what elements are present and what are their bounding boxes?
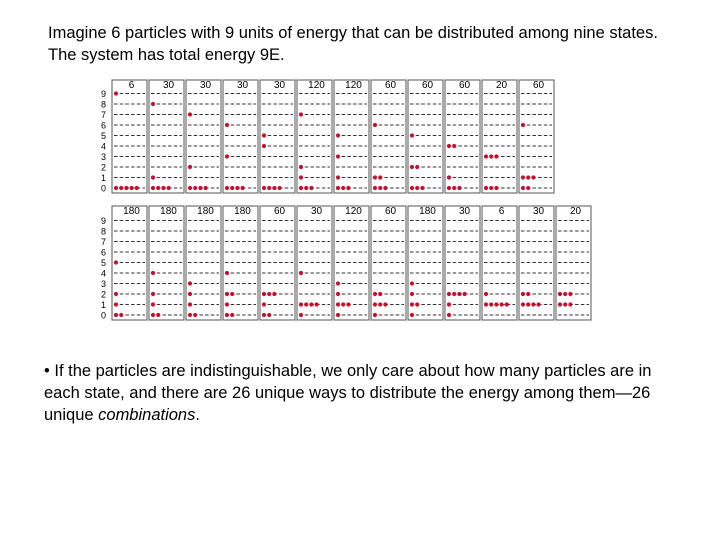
microstate-box	[297, 206, 332, 320]
particle-dot	[537, 302, 541, 306]
microstate-box	[297, 80, 332, 193]
level-label: 7	[100, 110, 106, 120]
particle-dot	[336, 154, 340, 158]
particle-dot	[135, 186, 139, 190]
particle-dot	[235, 186, 239, 190]
ways-label: 180	[197, 206, 214, 217]
particle-dot	[188, 112, 192, 116]
particle-dot	[410, 313, 414, 317]
particle-dot	[378, 292, 382, 296]
microstate-box	[445, 206, 480, 320]
particle-dot	[336, 281, 340, 285]
particle-dot	[151, 271, 155, 275]
particle-dot	[225, 123, 229, 127]
particle-dot	[373, 302, 377, 306]
ways-label: 120	[345, 80, 362, 91]
ways-label: 6	[128, 80, 135, 91]
particle-dot	[373, 313, 377, 317]
particle-dot	[521, 123, 525, 127]
particle-dot	[114, 91, 118, 95]
particle-dot	[299, 175, 303, 179]
microstate-box	[186, 80, 221, 193]
bullet-text-emphasis: combinations	[98, 406, 196, 424]
box-frame	[482, 80, 517, 193]
particle-dot	[373, 292, 377, 296]
particle-dot	[452, 144, 456, 148]
box-frame	[186, 80, 221, 193]
particle-dot	[114, 313, 118, 317]
particle-dot	[410, 281, 414, 285]
particle-dot	[225, 302, 229, 306]
particle-dot	[410, 292, 414, 296]
level-label: 7	[100, 237, 106, 247]
particle-dot	[410, 186, 414, 190]
bullet-text-end: .	[195, 406, 200, 424]
particle-dot	[188, 292, 192, 296]
microstate-box	[223, 80, 258, 193]
ways-label: 120	[308, 80, 325, 91]
particle-dot	[378, 302, 382, 306]
particle-dot	[373, 186, 377, 190]
level-label: 6	[100, 120, 106, 131]
particle-dot	[494, 154, 498, 158]
particle-dot	[526, 292, 530, 296]
particle-dot	[262, 186, 266, 190]
particle-dot	[262, 144, 266, 148]
level-label: 8	[100, 99, 106, 110]
level-label: 1	[100, 173, 106, 183]
particle-dot	[526, 186, 530, 190]
particle-dot	[241, 186, 245, 190]
particle-dot	[225, 313, 229, 317]
particle-dot	[521, 175, 525, 179]
particle-dot	[420, 186, 424, 190]
particle-dot	[410, 133, 414, 137]
microstate-box	[556, 206, 591, 320]
particle-dot	[188, 281, 192, 285]
particle-dot	[489, 186, 493, 190]
particle-dot	[484, 302, 488, 306]
level-label: 0	[100, 183, 106, 194]
particle-dot	[500, 302, 504, 306]
particle-dot	[299, 186, 303, 190]
particle-dot	[410, 302, 414, 306]
particle-dot	[568, 292, 572, 296]
particle-dot	[267, 313, 271, 317]
particle-dot	[193, 186, 197, 190]
particle-dot	[299, 165, 303, 169]
ways-label: 60	[384, 80, 397, 91]
particle-dot	[447, 186, 451, 190]
particle-dot	[267, 292, 271, 296]
ways-label: 180	[234, 206, 251, 217]
particle-dot	[452, 292, 456, 296]
microstate-box	[445, 80, 480, 193]
particle-dot	[262, 302, 266, 306]
particle-dot	[151, 186, 155, 190]
particle-dot	[336, 175, 340, 179]
ways-label: 60	[532, 80, 545, 91]
particle-dot	[151, 175, 155, 179]
particle-dot	[225, 292, 229, 296]
particle-dot	[188, 302, 192, 306]
ways-label: 180	[419, 206, 436, 217]
ways-label: 180	[160, 206, 177, 217]
particle-dot	[262, 133, 266, 137]
particle-dot	[299, 313, 303, 317]
particle-dot	[346, 186, 350, 190]
level-label: 3	[100, 279, 106, 289]
particle-dot	[315, 302, 319, 306]
particle-dot	[130, 186, 134, 190]
particle-dot	[262, 313, 266, 317]
particle-dot	[161, 186, 165, 190]
particle-dot	[558, 292, 562, 296]
particle-dot	[188, 165, 192, 169]
microstate-box	[149, 80, 184, 193]
particle-dot	[151, 102, 155, 106]
particle-dot	[304, 186, 308, 190]
particle-dot	[484, 292, 488, 296]
level-label: 1	[100, 300, 106, 310]
particle-dot	[568, 302, 572, 306]
particle-dot	[563, 302, 567, 306]
level-label: 4	[100, 268, 106, 279]
particle-dot	[383, 186, 387, 190]
box-frame	[112, 80, 147, 193]
particle-dot	[457, 292, 461, 296]
ways-label: 30	[199, 80, 212, 91]
particle-dot	[346, 302, 350, 306]
level-label: 3	[100, 152, 106, 162]
particle-dot	[114, 292, 118, 296]
microstate-box	[223, 206, 258, 320]
particle-dot	[114, 302, 118, 306]
box-frame	[223, 80, 258, 193]
particle-dot	[484, 186, 488, 190]
particle-dot	[457, 186, 461, 190]
ways-label: 60	[458, 80, 471, 91]
particle-dot	[563, 292, 567, 296]
particle-dot	[336, 186, 340, 190]
particle-dot	[225, 186, 229, 190]
particle-dot	[230, 186, 234, 190]
particle-dot	[505, 302, 509, 306]
level-label: 6	[100, 247, 106, 258]
particle-dot	[447, 144, 451, 148]
particle-dot	[167, 186, 171, 190]
particle-dot	[124, 186, 128, 190]
level-label: 2	[100, 289, 106, 300]
particle-dot	[521, 292, 525, 296]
level-label: 0	[100, 310, 106, 321]
microstate-box	[334, 80, 369, 193]
particle-dot	[156, 313, 160, 317]
level-label: 9	[100, 216, 106, 226]
particle-dot	[484, 154, 488, 158]
particle-dot	[336, 302, 340, 306]
ways-label: 6	[498, 206, 505, 217]
level-label: 5	[100, 258, 106, 268]
particle-dot	[151, 313, 155, 317]
particle-dot	[267, 186, 271, 190]
particle-dot	[341, 302, 345, 306]
particle-dot	[373, 175, 377, 179]
microstate-box	[519, 80, 554, 193]
particle-dot	[526, 175, 530, 179]
particle-dot	[558, 302, 562, 306]
microstate-box	[519, 206, 554, 320]
particle-dot	[336, 313, 340, 317]
particle-dot	[531, 302, 535, 306]
particle-dot	[383, 302, 387, 306]
particle-dot	[309, 186, 313, 190]
particle-dot	[151, 292, 155, 296]
particle-dot	[378, 186, 382, 190]
particle-dot	[378, 175, 382, 179]
diagram-row-1	[101, 80, 554, 194]
particle-dot	[114, 186, 118, 190]
particle-dot	[188, 313, 192, 317]
particle-dot	[521, 186, 525, 190]
particle-dot	[304, 302, 308, 306]
particle-dot	[151, 302, 155, 306]
microstate-box	[371, 80, 406, 193]
ways-label: 30	[310, 206, 323, 217]
particle-dot	[415, 165, 419, 169]
level-label: 4	[100, 141, 106, 152]
particle-dot	[262, 292, 266, 296]
microstate-box	[112, 80, 147, 193]
microstate-box	[482, 80, 517, 193]
particle-dot	[204, 186, 208, 190]
particle-dot	[272, 292, 276, 296]
particle-dot	[156, 186, 160, 190]
particle-dot	[299, 271, 303, 275]
particle-dot	[489, 302, 493, 306]
microstate-box	[112, 206, 147, 320]
particle-dot	[341, 186, 345, 190]
particle-dot	[299, 302, 303, 306]
particle-dot	[447, 175, 451, 179]
particle-dot	[119, 186, 123, 190]
particle-dot	[531, 175, 535, 179]
particle-dot	[489, 154, 493, 158]
level-label: 2	[100, 162, 106, 173]
particle-dot	[188, 186, 192, 190]
microstate-box	[186, 206, 221, 320]
bullet-text-main: • If the particles are indistinguishable, we only care about how many particles are in each state, and there are 26 unique ways to distribute the energy among them—26 unique	[44, 362, 652, 424]
microstate-box	[149, 206, 184, 320]
ways-label: 60	[421, 80, 434, 91]
ways-label: 120	[345, 206, 362, 217]
particle-dot	[463, 292, 467, 296]
particle-dot	[415, 186, 419, 190]
particle-dot	[336, 292, 340, 296]
particle-dot	[447, 313, 451, 317]
microstate-box	[260, 80, 295, 193]
particle-dot	[225, 154, 229, 158]
particle-dot	[299, 112, 303, 116]
particle-dot	[526, 302, 530, 306]
level-label: 9	[100, 89, 106, 99]
particle-dot	[336, 133, 340, 137]
microstate-box	[408, 80, 443, 193]
microstate-box	[334, 206, 369, 320]
particle-dot	[447, 302, 451, 306]
particle-dot	[198, 186, 202, 190]
particle-dot	[272, 186, 276, 190]
particle-dot	[452, 186, 456, 190]
particle-dot	[494, 186, 498, 190]
ways-label: 60	[273, 206, 286, 217]
particle-dot	[309, 302, 313, 306]
ways-label: 30	[458, 206, 471, 217]
level-label: 5	[100, 131, 106, 141]
particle-dot	[230, 292, 234, 296]
particle-dot	[494, 302, 498, 306]
particle-dot	[447, 292, 451, 296]
particle-dot	[373, 123, 377, 127]
microstate-box	[408, 206, 443, 320]
ways-label: 30	[532, 206, 545, 217]
particle-dot	[114, 260, 118, 264]
microstate-box	[482, 206, 517, 320]
bullet-text	[44, 360, 684, 426]
ways-label: 20	[495, 80, 508, 91]
particle-dot	[225, 271, 229, 275]
particle-dot	[230, 313, 234, 317]
slide-title: Imagine 6 particles with 9 units of energy that can be distributed among nine states. The system has total energy 9E.	[48, 24, 658, 64]
particle-dot	[521, 302, 525, 306]
ways-label: 30	[162, 80, 175, 91]
diagram-row-2	[101, 206, 591, 321]
ways-label: 30	[236, 80, 249, 91]
particle-dot	[119, 313, 123, 317]
particle-dot	[193, 313, 197, 317]
particle-dot	[410, 165, 414, 169]
ways-label: 60	[384, 206, 397, 217]
ways-label: 20	[569, 206, 582, 217]
ways-label: 180	[123, 206, 140, 217]
microstate-box	[260, 206, 295, 320]
level-label: 8	[100, 226, 106, 237]
particle-dot	[278, 186, 282, 190]
particle-dot	[415, 302, 419, 306]
microstate-box	[371, 206, 406, 320]
ways-label: 30	[273, 80, 286, 91]
